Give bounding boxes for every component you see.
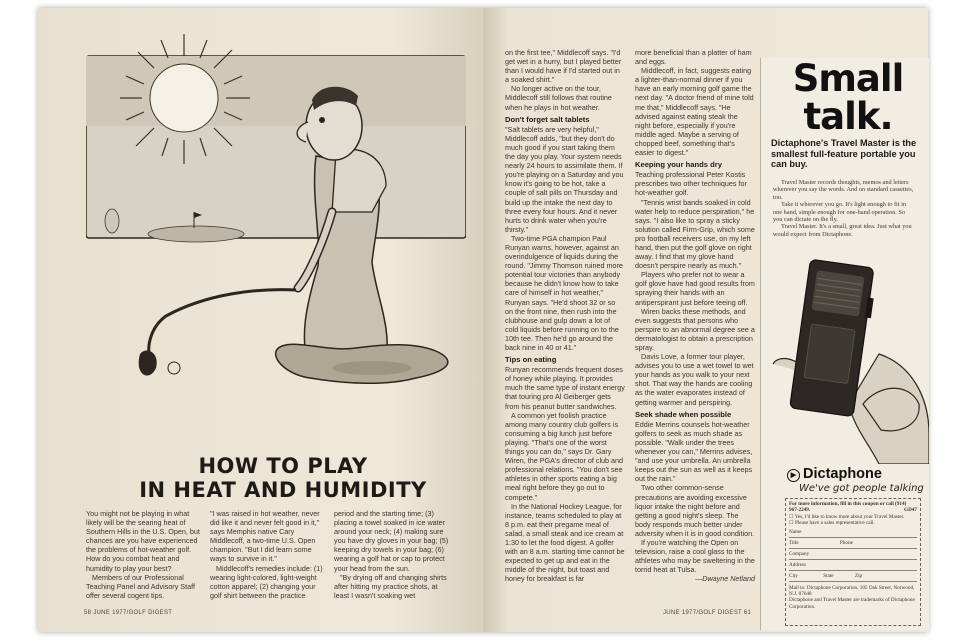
paragraph: Teaching professional Peter Kostis prescribes two other techniques for hot-weather golf. <box>635 170 747 198</box>
ad-title-line-1: Small <box>792 57 904 100</box>
paragraph: Eddie Merrins counsels hot-weather golfers to seek as much shade as possible. "Walk under the trees whenever you can," Merrins advises, "and use your umbrella. An umbrella keeps out the sun as well as it keeps out the rain." <box>635 419 753 484</box>
subhead-tips-on-eating: Tips on eating <box>505 355 557 365</box>
subhead-salt-tablets: Don't forget salt tablets <box>505 114 590 124</box>
coupon-head-text: For more information, fill in this coupon or call (914) 967-2249. <box>789 501 907 514</box>
paragraph: You might not be playing in what likely will be the searing heat of Southern Hills in the U.S. Open, but chances are you have experienced the problems of hot-weather golf. How do you combat heat and humidity to play your best? <box>86 509 200 573</box>
article-column-3 <box>334 509 454 600</box>
coupon-field-label: Company <box>789 550 810 557</box>
paragraph: "I was raised in hot weather, never did like it and never felt good in it," says Memphis native Cary Middlecoff, a two-time U.S. Open champion. "But I did learn some ways to survive in it." <box>210 509 320 564</box>
paragraph: Two-time PGA champion Paul Runyan warns, however, against an overindulgence of liquids during the round. "Jimmy Thomson ruined more potential tour victories than anybody because he didn't know how to take care of himself in hot weather," Runyan says. "He'd shoot 32 or so on the front nine, then rush into the clubhouse and gulp down a lot of cold liquids before running on to the 10th tee. Then he'd go around the back nine in 40 or 41." <box>505 233 623 352</box>
paragraph: If you're watching the Open on television, raise a cool glass to the athletes who may be sweltering in the torrid heat at Tulsa. <box>635 537 755 575</box>
ad-body <box>773 179 915 238</box>
coupon-mail-address: Mail to: Dictaphone Corporation, 105 Oak Street, Norwood, N.J. 07648 <box>789 584 915 598</box>
ad-title <box>773 57 923 138</box>
magazine-spread <box>38 8 928 632</box>
ad-paragraph: Take it wherever you go. It's light enough to fit in one hand, simple enough for one-hand operation. So you can dictate on the fly. <box>773 201 907 224</box>
coupon-trademark: Dictaphone and Travel Master are trademarks of Dictaphone Corporation. <box>789 597 915 610</box>
ad-paragraph: Travel Master. It's a small, great idea. Just what you would expect from Dictaphone. <box>773 223 912 238</box>
article-headline <box>98 454 468 502</box>
dictaphone-device-image <box>769 254 929 464</box>
paragraph: Runyan recommends frequent doses of honey while playing. It provides much the same type of instant energy that touring pro Al Geiberger gets from his peanut butter sandwiches. <box>505 365 625 411</box>
coupon-field-label: Address <box>789 561 807 568</box>
coupon-field-label: Zip <box>854 572 863 579</box>
ad-title-line-2: talk. <box>803 95 893 138</box>
paragraph: A common yet foolish practice among many country club golfers is consuming a big lunch just before playing. "That's one of the worst things you can do," says Dr. Gary Wiren, the PGA's director of club and professional relations. "You don't see athletes in other sports eating a big meal right before they go out to compete." <box>505 410 624 502</box>
paragraph: Players who prefer not to wear a golf glove have had good results from spraying their hands with an antiperspirant just before teeing off. <box>635 270 755 307</box>
dictaphone-advertisement <box>760 58 929 630</box>
coupon-option-label: Please have a sales representative call. <box>794 520 875 527</box>
coupon-code: GD47 <box>904 507 917 514</box>
byline: —Dwayne Netland <box>695 574 755 584</box>
paragraph: "Tennis wrist bands soaked in cold water help to reduce perspiration," he says. "I also like to spray a sticky solution called Firm-Grip, which some pro football receivers use, on my left hand, then put the golf glove on right away. I find that my glove hand doesn't perspire nearly as much." <box>635 197 755 271</box>
coupon-field-row[interactable] <box>789 562 917 571</box>
paragraph: more beneficial than a platter of ham and eggs. <box>635 48 752 67</box>
coupon-field-label: Name <box>789 528 802 535</box>
coupon-field-row[interactable] <box>789 540 917 549</box>
left-page <box>38 8 483 632</box>
ad-tagline: We've got people talking <box>799 483 924 494</box>
coupon-field-row[interactable] <box>789 529 917 538</box>
headline-line-1: HOW TO PLAY <box>198 454 368 478</box>
checkbox-icon[interactable]: ☐ <box>789 513 794 520</box>
coupon-field-row[interactable] <box>789 573 917 582</box>
ad-paragraph: Travel Master records thoughts, memos and letters wherever you say the words. And on standard cassettes, too. <box>773 179 914 201</box>
paragraph: Two other common-sense precautions are avoiding excessive liquor intake the night before and getting a good night's sleep. The body responds much better under adversity when it is in good condition. <box>635 483 755 538</box>
coupon-option[interactable] <box>789 520 917 526</box>
article-column-1 <box>86 509 204 600</box>
ad-coupon <box>785 498 921 626</box>
coupon-field-label: City <box>789 572 798 579</box>
article-column-2 <box>210 509 328 600</box>
coupon-field-label: Phone <box>839 539 853 546</box>
folio-left: 58 JUNE 1977/GOLF DIGEST <box>84 610 173 616</box>
subhead-seek-shade: Seek shade when possible <box>635 409 732 419</box>
paragraph: period and the starting time; (3) placing a towel soaked in ice water around your neck; (4) making sure you have dry gloves in your bag; (5) keeping dry towels in your bag; (6) wearing a golf hat or cap to protect your head from the sun. <box>334 509 449 573</box>
article-column-5 <box>635 48 755 583</box>
coupon-heading <box>789 501 917 514</box>
play-icon: ▶ <box>787 469 800 482</box>
paragraph: No longer active on the tour, Middlecoff still follows that routine when he plays in hot weather. <box>505 84 612 112</box>
checkbox-icon[interactable]: ☐ <box>789 520 794 527</box>
paragraph: "By drying off and changing shirts after hitting my practice shots, at least I wasn't soaking wet <box>334 572 447 600</box>
coupon-option-label: Yes, I'd like to know more about your Travel Master. <box>794 513 905 520</box>
coupon-field-row[interactable] <box>789 551 917 560</box>
coupon-field-label: State <box>823 572 834 579</box>
brand-name: Dictaphone <box>803 466 882 482</box>
ad-brand-logo <box>787 466 882 482</box>
coupon-field-label: Title <box>789 539 799 546</box>
headline-line-2: IN HEAT AND HUMIDITY <box>139 478 427 502</box>
paragraph: Wiren backs these methods, and even suggests that persons who perspire to an abnormal degree see a dermatologist to obtain a prescription spray. <box>635 306 755 352</box>
paragraph: Members of our Professional Teaching Panel and Advisory Staff offer several cogent tips. <box>86 572 195 600</box>
paragraph: Middlecoff, in fact, suggests eating a lighter-than-normal dinner if you have an early morning golf game the next day. "A doctor friend of mine told me that," Middlecoff says. "He advised against eating steak the night before, especially if you're middle aged. Maybe a serving of chopped beef, something that's easier to digest." <box>635 66 754 158</box>
melting-golfer-illustration <box>86 26 466 414</box>
paragraph: "Salt tablets are very helpful," Middlecoff adds, "but they don't do much good if you start taking them the day you play. Your system needs nearly 24 hours to assimilate them. If you're playing on a Saturday and you know it's going to be hot, take a couple of salt pills on Thursday and build up the intake the next day to three every four hours. And it never hurts to drink water when you're thirsty." <box>505 124 624 234</box>
folio-right: JUNE 1977/GOLF DIGEST 61 <box>663 610 752 616</box>
ad-subtitle: Dictaphone's Travel Master is the smallest full-feature portable you can buy. <box>771 138 917 169</box>
paragraph: on the first tee," Middlecoff says. "I'd get wet in a hurry, but I played better than I would have if I'd started out in a soaked shirt." <box>505 48 622 85</box>
subhead-hands-dry: Keeping your hands dry <box>635 160 722 170</box>
article-column-4 <box>505 48 625 583</box>
paragraph: Davis Love, a former tour player, advises you to use a wet towel to wet your hands as you walk to your next shot. That way the hands are cooling as the water evaporates instead of getting warmer and perspiring. <box>635 352 754 407</box>
paragraph: In the National Hockey League, for instance, teams scheduled to play at 8 p.m. eat their pregame meal of salad, a small steak and ice cream at 1:30 to let the food digest. A golfer with an 8 a.m. starting time cannot be expected to get up and eat in the middle of the night, but toast and honey for breakfast is far <box>505 501 625 584</box>
paragraph: Middlecoff's remedies include: (1) wearing light-colored, light-weight cotton apparel; (2) changing your golf shirt between the practice <box>210 563 323 600</box>
